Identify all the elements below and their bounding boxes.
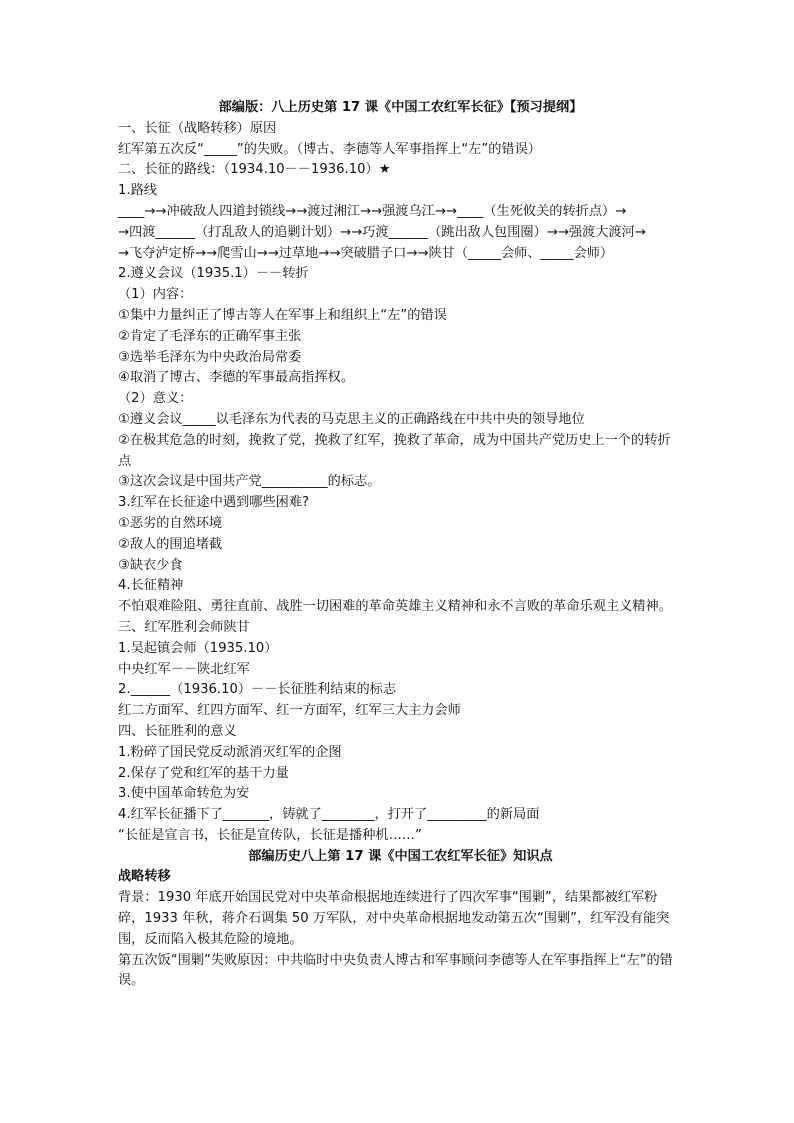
subheading-difficulties: 3.红军在长征途中遇到哪些困难? xyxy=(118,495,310,511)
text-line: 红军第五次反“_____”的失败。（博古、李德等人军事指挥上“左”的错误） xyxy=(118,141,541,157)
subheading-zunyi: 2.遵义会议（1935.1）－－转折 xyxy=(118,266,309,282)
list-item: ②敌人的围追堵截 xyxy=(118,536,223,552)
heading-significance: 四、长征胜利的意义 xyxy=(118,723,237,739)
quote-line: “长征是宣言书，长征是宣传队，长征是播种机……” xyxy=(118,827,422,843)
subheading-huining: 2.______（1936.10）－－长征胜利结束的标志 xyxy=(118,682,397,698)
route-line: →四渡______（打乱敌人的追剿计划）→→巧渡______（跳出敌人包围圈）→→强渡大渡河→ xyxy=(118,224,646,240)
list-item: ④取消了博古、李德的军事最高指挥权。 xyxy=(118,370,355,386)
subheading-route: 1.路线 xyxy=(118,183,157,199)
list-item: 1.粉碎了国民党反动派消灭红军的企图 xyxy=(118,744,342,760)
document-title: 部编版：八上历史第 17 课《中国工农红军长征》【预习提纲】 xyxy=(218,100,583,115)
list-item: ③选举毛泽东为中央政治局常委 xyxy=(118,349,302,365)
text-line: 中央红军－－陕北红军 xyxy=(118,661,250,677)
failure-paragraph: 第五次饭“围剿”失败原因：中共临时中央负责人博古和军事顾问李德等人在军事指挥上“左”的错误。 xyxy=(118,952,673,989)
list-item: ①集中力量纠正了博古等人在军事上和组织上“左”的错误 xyxy=(118,307,447,323)
document-page xyxy=(118,98,683,992)
subheading-wuqi: 1.吴起镇会师（1935.10） xyxy=(118,640,278,656)
subheading-content: （1）内容： xyxy=(118,287,193,303)
list-item: ①遵义会议_____以毛泽东为代表的马克思主义的正确路线在中共中央的领导地位 xyxy=(118,411,585,427)
list-item: ②在极其危急的时刻，挽救了党，挽救了红军，挽救了革命，成为中国共产党历史上一个的转折点 xyxy=(118,432,671,469)
route-line: →飞夺泸定桥→→爬雪山→→过草地→→突破腊子口→→陕甘（_____会师、_____会师） xyxy=(118,245,614,261)
background-paragraph: 背景：1930 年底开始国民党对中央革命根据地连续进行了四次军事“围剿”，结果都被红军粉碎，1933 年秋，蒋介石调集 50 万军队，对中央革命根据地发动第五次“围剿”，红军没有能突围，反而陷入极其危险的境地。 xyxy=(118,890,670,947)
text-paragraph: 不怕艰难险阻、勇往直前、战胜一切困难的革命英雄主义精神和永不言败的革命乐观主义精神。 xyxy=(118,599,672,615)
subheading-spirit: 4.长征精神 xyxy=(118,578,184,594)
subheading-significance: （2）意义： xyxy=(118,391,193,407)
section-heading: 战略转移 xyxy=(118,869,171,885)
list-item: ③这次会议是中国共产党__________的标志。 xyxy=(118,474,381,490)
list-item: 3.使中国革命转危为安 xyxy=(118,786,250,802)
heading-route: 二、长征的路线：（1934.10－－1936.10）★ xyxy=(118,162,391,178)
route-line: ____→→冲破敌人四道封锁线→→渡过湘江→→强渡乌江→→____（生死攸关的转折点）→ xyxy=(118,203,627,219)
list-item: 2.保存了党和红军的基干力量 xyxy=(118,765,289,781)
heading-meeting: 三、红军胜利会师陕甘 xyxy=(118,619,250,635)
list-item: ③缺衣少食 xyxy=(118,557,183,573)
knowledge-title: 部编历史八上第 17 课《中国工农红军长征》知识点 xyxy=(248,848,553,864)
list-item: ①恶劣的自然环境 xyxy=(118,515,223,531)
list-item: ②肯定了毛泽东的正确军事主张 xyxy=(118,328,302,344)
list-item: 4.红军长征播下了_______，铸就了________，打开了_________的新局面 xyxy=(118,807,540,823)
text-line: 红二方面军、红四方面军、红一方面军，红军三大主力会师 xyxy=(118,703,461,719)
heading-reason: 一、长征（战略转移）原因 xyxy=(118,120,277,136)
